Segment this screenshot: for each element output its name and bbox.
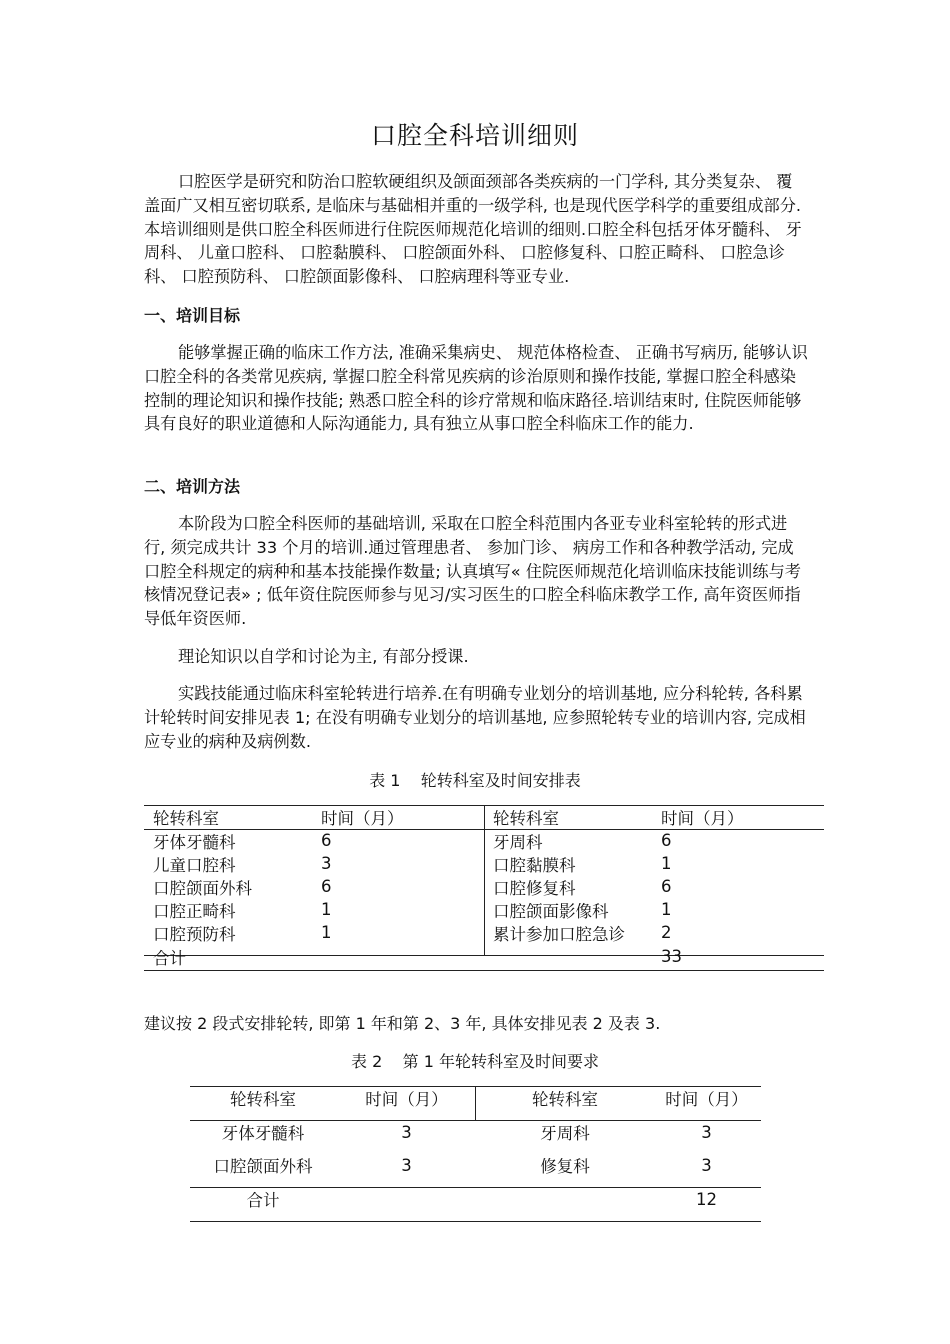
section-heading-methods: 二、培训方法 [144,477,241,496]
table-cell: 2 [661,923,672,942]
table-header: 时间（月） [665,1090,748,1109]
table-cell: 3 [401,1156,412,1175]
table-cell: 牙体牙髓科 [221,1124,305,1143]
table-divider [475,1086,476,1120]
table1-caption: 表 1 轮转科室及时间安排表 [369,771,581,790]
table-header: 时间（月） [321,809,404,828]
table-cell: 6 [321,831,332,850]
goals-paragraph: 能够掌握正确的临床工作方法, 准确采集病史、 规范体格检查、 正确书写病历, 能够认识口腔全科的各类常见疾病, 掌握口腔全科常见疾病的诊治原则和操作技能, 掌握口腔全科感染控制的理论知识和操作技能; 熟悉口腔全科的诊疗常规和临床路径.培训结束时, 住院医师能够具有良好的职业道德和人际沟通能力, 具有独立从事口腔全科临床工作的能力. [144,343,808,434]
table-cell: 儿童口腔科 [153,856,236,875]
table-header: 轮转科室 [532,1090,598,1109]
table-cell: 3 [401,1123,412,1142]
table-header: 轮转科室 [230,1090,296,1109]
table-cell: 6 [661,831,672,850]
table-cell: 口腔颌面外科 [213,1157,313,1176]
table-cell: 牙周科 [540,1124,590,1143]
table-header: 时间（月） [661,809,744,828]
intro-paragraph: 口腔医学是研究和防治口腔软硬组织及颌面颈部各类疾病的一门学科, 其分类复杂、 覆盖面广又相互密切联系, 是临床与基础相并重的一级学科, 也是现代医学科学的重要组成部分.本培训细则是供口腔全科医师进行住院医师规范化培训的细则.口腔全科包括牙体牙髓科、 牙周科、 儿童口腔科、 口腔黏膜科、 口腔颌面外科、 口腔修复科、口腔正畸科、 口腔急诊科、 口腔预防科、 口腔颌面影像科、 口腔病理科等亚专业. [144,172,802,287]
arrangement-note: 建议按 2 段式安排轮转, 即第 1 年和第 2、3 年, 具体安排见表 2 及表 3. [144,1014,661,1033]
table-total-value: 33 [661,947,682,966]
section-heading-goals: 一、培训目标 [144,306,241,325]
table-divider [484,805,485,955]
table-total-label: 合计 [246,1191,280,1210]
rotation-table-2 [190,1086,761,1222]
table-cell: 3 [701,1123,712,1142]
table-rule [144,955,824,956]
table2-caption: 表 2 第 1 年轮转科室及时间要求 [351,1052,599,1071]
table-cell: 修复科 [540,1157,590,1176]
table-header: 轮转科室 [153,809,219,828]
table-cell: 1 [321,900,332,919]
table-cell: 3 [701,1156,712,1175]
document-title: 口腔全科培训细则 [370,121,579,150]
rotation-table-1 [144,805,824,971]
table-cell: 1 [661,900,672,919]
table-header: 轮转科室 [493,809,559,828]
table-cell: 6 [321,877,332,896]
table-cell: 口腔修复科 [493,879,576,898]
table-total-label: 合计 [153,949,186,968]
table-total-value: 12 [696,1190,717,1209]
methods-paragraph-3: 实践技能通过临床科室轮转进行培养.在有明确专业划分的培训基地, 应分科轮转, 各科累计轮转时间安排见表 1; 在没有明确专业划分的培训基地, 应参照轮转专业的培训内容, 完成相应专业的病种及病例数. [144,684,806,751]
table-cell: 口腔正畸科 [153,902,236,921]
table-cell: 牙周科 [493,833,543,852]
methods-paragraph-1: 本阶段为口腔全科医师的基础培训, 采取在口腔全科范围内各亚专业科室轮转的形式进行, 须完成共计 33 个月的培训.通过管理患者、 参加门诊、 病房工作和各种教学活动, 完成口腔全科规定的病种和基本技能操作数量; 认真填写« 住院医师规范化培训临床技能训练与考核情况登记表» ; 低年资住院医师参与见习/实习医生的口腔全科临床教学工作, 高年资医师指导低年资医师. [144,514,801,629]
table-cell: 3 [321,854,332,873]
table-rule [144,970,824,971]
table-cell: 1 [661,854,672,873]
table-cell: 累计参加口腔急诊 [493,925,625,944]
table-cell: 口腔预防科 [153,925,236,944]
table-cell: 口腔黏膜科 [493,856,576,875]
table-cell: 1 [321,923,332,942]
table-cell: 6 [661,877,672,896]
table-header: 时间（月） [365,1090,448,1109]
table-cell: 口腔颌面外科 [153,879,252,898]
table-cell: 牙体牙髓科 [153,833,236,852]
table-cell: 口腔颌面影像科 [493,902,609,921]
methods-paragraph-2: 理论知识以自学和讨论为主, 有部分授课. [178,647,469,666]
table-rule [190,1221,761,1222]
